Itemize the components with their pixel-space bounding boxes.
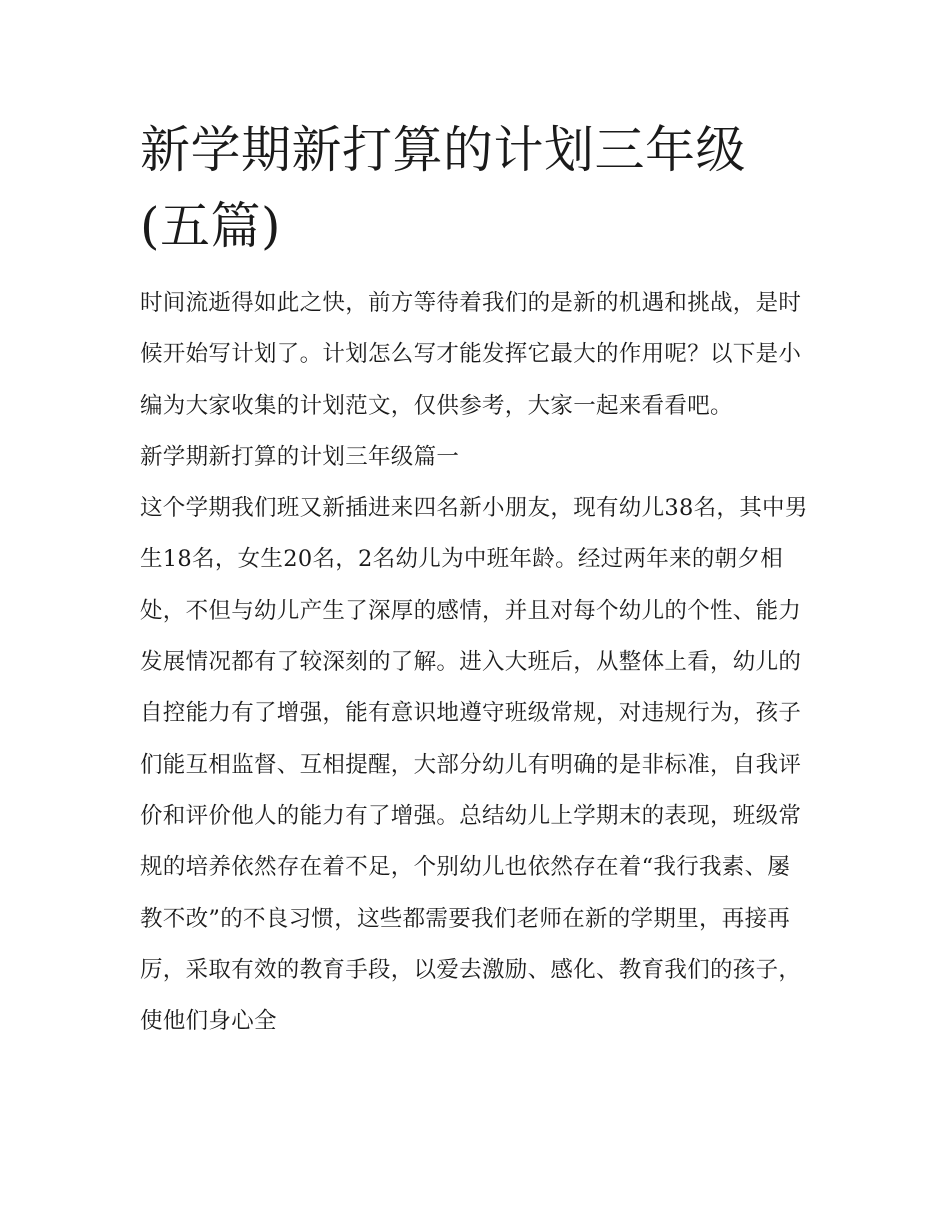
intro-paragraph: 时间流逝得如此之快，前方等待着我们的是新的机遇和挑战，是时候开始写计划了。计划怎么写才能发挥它最大的作用呢？以下是小编为大家收集的计划范文，仅供参考，大家一起来看看吧。 xyxy=(140,290,802,419)
document-body xyxy=(140,278,812,1047)
section-heading: 新学期新打算的计划三年级篇一 xyxy=(140,443,460,470)
body-paragraph: 这个学期我们班又新插进来四名新小朋友，现有幼儿38名，其中男生18名，女生20名，2名幼儿为中班年龄。经过两年来的朝夕相处，不但与幼儿产生了深厚的感情，并且对每个幼儿的个性、能力发展情况都有了较深刻的了解。进入大班后，从整体上看，幼儿的自控能力有了增强，能有意识地遵守班级常规，对违规行为，孩子们能互相监督、互相提醒，大部分幼儿有明确的是非标准，自我评价和评价他人的能力有了增强。总结幼儿上学期末的表现，班级常规的培养依然存在着不足，个别幼儿也依然存在着“我行我素、屡教不改”的不良习惯，这些都需要我们老师在新的学期里，再接再厉，采取有效的教育手段，以爱去激励、感化、教育我们的孩子，使他们身心全 xyxy=(140,495,808,1035)
document-page xyxy=(140,112,812,1047)
document-title: 新学期新打算的计划三年级(五篇) xyxy=(140,121,746,255)
